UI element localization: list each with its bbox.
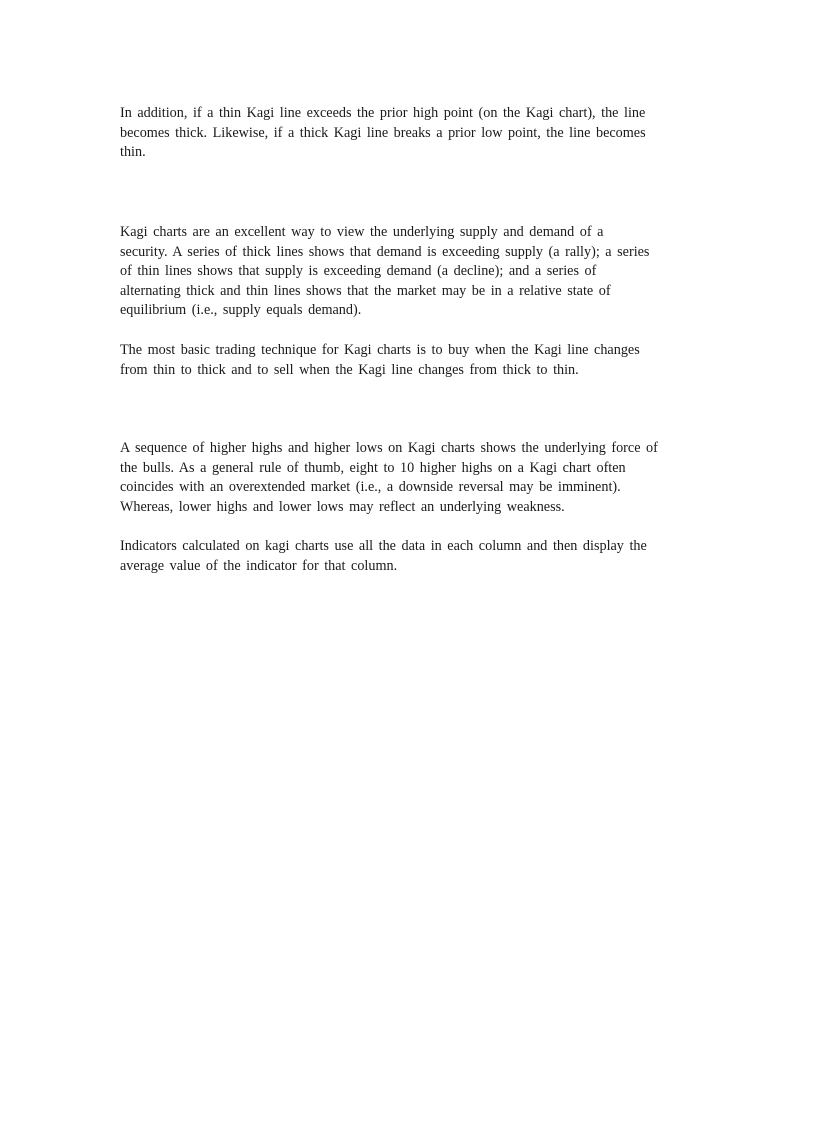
text-line: Whereas, lower highs and lower lows may reflect an underlying weakness. xyxy=(120,498,565,515)
text-line: A sequence of higher highs and higher lows on Kagi charts shows the underlying force of xyxy=(120,440,658,456)
paragraph-supply-and-demand xyxy=(120,223,710,321)
text-line: becomes thick. Likewise, if a thick Kagi line breaks a prior low point, the line becomes xyxy=(120,124,646,141)
paragraph-kagi-line-thickness xyxy=(120,104,710,163)
text-line: alternating thick and thin lines shows that the market may be in a relative state of xyxy=(120,282,611,299)
text-line: from thin to thick and to sell when the Kagi line changes from thick to thin. xyxy=(120,361,579,378)
paragraph-higher-highs xyxy=(120,439,710,517)
paragraph-indicators xyxy=(120,537,710,576)
text-line: coincides with an overextended market (i.e., a downside reversal may be imminent). xyxy=(120,479,621,496)
text-line: security. A series of thick lines shows that demand is exceeding supply (a rally); a series xyxy=(120,243,650,260)
text-line: of thin lines shows that supply is exceeding demand (a decline); and a series of xyxy=(120,263,597,280)
text-line: The most basic trading technique for Kagi charts is to buy when the Kagi line changes xyxy=(120,342,640,358)
text-line: the bulls. As a general rule of thumb, eight to 10 higher highs on a Kagi chart often xyxy=(120,459,626,476)
text-line: equilibrium (i.e., supply equals demand). xyxy=(120,302,362,319)
text-line: In addition, if a thin Kagi line exceeds the prior high point (on the Kagi chart), the line xyxy=(120,105,646,121)
text-line: Indicators calculated on kagi charts use all the data in each column and then display the xyxy=(120,538,647,554)
text-line: Kagi charts are an excellent way to view the underlying supply and demand of a xyxy=(120,224,604,240)
text-line: thin. xyxy=(120,144,146,161)
paragraph-trading-technique xyxy=(120,341,710,380)
text-line: average value of the indicator for that column. xyxy=(120,557,398,574)
